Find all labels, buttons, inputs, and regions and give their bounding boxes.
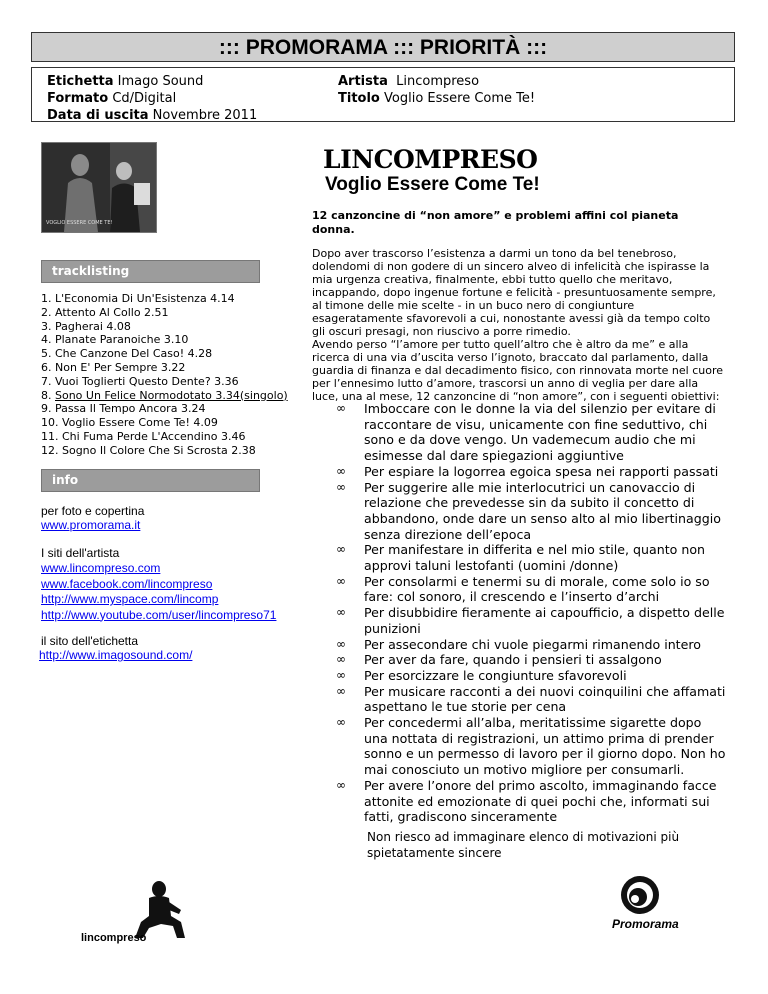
track-item xyxy=(41,389,288,403)
objective-item xyxy=(336,574,728,605)
objective-text: Per disubbidire fieramente ai capoufficio, a dispetto delle punizioni xyxy=(364,605,725,636)
track-item: 6. Non E' Per Sempre 3.22 xyxy=(41,360,186,374)
objective-item xyxy=(336,464,728,480)
info-heading: info xyxy=(41,469,260,492)
infinity-bullet-icon: ∞ xyxy=(336,667,346,682)
meta-format-key: Formato xyxy=(47,91,109,106)
objective-text: Per aver da fare, quando i pensieri ti assalgono xyxy=(364,652,662,668)
meta-artist xyxy=(338,73,535,90)
artist-links xyxy=(41,561,276,623)
release-description xyxy=(312,247,724,403)
promorama-logo-text: Promorama xyxy=(612,917,679,931)
objective-item xyxy=(336,637,728,653)
objective-text: Imboccare con le donne la via del silenzio per evitare di raccontare de visu, unicamente con fine seduttivo, chi sono e da dove vengo. Un vademecum audio che mi esimesse dal dare spiegazioni aggiuntive xyxy=(364,401,716,464)
objective-text: Per espiare la logorrea egoica spesa nei rapporti passati xyxy=(364,463,719,479)
track-item: 12. Sogno Il Colore Che Si Scrosta 2.38 xyxy=(41,443,256,457)
meta-label-value: Imago Sound xyxy=(117,74,204,89)
objective-text: Per manifestare in differita e nel mio stile, quanto non approvi taluni lestofanti (uomini /donne) xyxy=(364,542,706,574)
artist-logo-text: lincompreso xyxy=(81,932,147,944)
tracklist xyxy=(41,292,288,458)
meta-date-key: Data di uscita xyxy=(47,108,149,123)
objectives-list xyxy=(336,401,728,825)
objective-text: Per musicare racconti a dei nuovi coinquilini che affamati aspettano le tue storie per cena xyxy=(364,683,726,715)
closing-statement: Non riesco ad immaginare elenco di motivazioni più spietatamente sincere xyxy=(367,830,680,860)
album-cover-illustration xyxy=(42,143,156,232)
track-item: 2. Attento Al Collo 2.51 xyxy=(41,305,169,319)
description-paragraph-1: Dopo aver trascorso l’esistenza a darmi un tono da bel tenebroso, dolendomi di non godere di un sincero alveo di infelicità che ispirasse la mia urgenza creativa, finalmente, ebbi tutto quello che meritavo, incappando, dopo ingenue fortune e felicità - presuntuosamente sempre, al timone delle mie scelte - in un buco nero di congiunture esageratamente sfavorevoli a cui, nonostante avessi già da tempo colto gli oscuri presagi, non riuscivo a porre rimedio. xyxy=(312,247,716,338)
track-item: 9. Passa Il Tempo Ancora 3.24 xyxy=(41,402,206,416)
objective-text: Per consolarmi e tenermi su di morale, come solo io so fare: col sonoro, il crescendo e l’inserto d’archi xyxy=(364,573,710,605)
album-title: Voglio Essere Come Te! xyxy=(325,174,540,195)
track-number: 8. xyxy=(41,388,55,402)
label-site-label: il sito dell'etichetta xyxy=(41,634,139,648)
objective-item xyxy=(336,668,728,684)
meta-title-value: Voglio Essere Come Te! xyxy=(384,91,536,106)
meta-title xyxy=(338,90,535,107)
infinity-bullet-icon: ∞ xyxy=(336,715,346,730)
infinity-bullet-icon: ∞ xyxy=(336,777,346,792)
track-item: 7. Vuoi Toglierti Questo Dente? 3.36 xyxy=(41,374,239,388)
album-cover-caption: VOGLIO ESSERE COME TE! xyxy=(46,220,113,226)
facebook-link[interactable]: www.facebook.com/lincompreso xyxy=(41,576,213,591)
meta-left-column xyxy=(47,73,257,124)
objective-item xyxy=(336,401,728,464)
objective-item xyxy=(336,778,728,825)
infinity-bullet-icon: ∞ xyxy=(336,463,346,478)
objective-text: Per suggerire alle mie interlocutrici un canovaccio di relazione che prevedesse sin da subito il concetto di abbandono, onde dare un senso alto al mio libertinaggio senza direzione dell’epoca xyxy=(364,479,721,542)
objective-text: Per concedermi all’alba, meritatissime sigarette dopo una nottata di registrazioni, un attimo prima di prender sonno e un permesso di lavoro per il giorno dopo. Non ho mai conosciuto un motivo migliore per consumarli. xyxy=(364,715,726,778)
youtube-link[interactable]: http://www.youtube.com/user/lincompreso71 xyxy=(41,607,277,622)
label-site-link[interactable]: http://www.imagosound.com/ xyxy=(39,648,193,662)
album-cover-image xyxy=(41,142,157,233)
track-item: 1. L'Economia Di Un'Esistenza 4.14 xyxy=(41,292,235,305)
photo-label: per foto e copertina xyxy=(41,504,145,518)
release-intro: 12 canzoncine di “non amore” e problemi affini col pianeta donna. xyxy=(312,209,679,236)
infinity-bullet-icon: ∞ xyxy=(336,605,346,620)
objective-item xyxy=(336,605,728,636)
meta-date-value: Novembre 2011 xyxy=(152,108,258,123)
track-item: 4. Planate Paranoiche 3.10 xyxy=(41,333,189,347)
meta-artist-value: Lincompreso xyxy=(396,74,480,89)
meta-artist-key: Artista xyxy=(338,74,388,89)
meta-title-key: Titolo xyxy=(338,91,380,106)
infinity-bullet-icon: ∞ xyxy=(336,683,346,698)
track-8-single-link[interactable]: Sono Un Felice Normodotato 3.34(singolo) xyxy=(55,388,288,402)
artist-site-link[interactable]: www.lincompreso.com xyxy=(41,561,161,575)
meta-date xyxy=(47,107,257,124)
infinity-bullet-icon: ∞ xyxy=(336,479,346,494)
meta-label-key: Etichetta xyxy=(47,74,114,89)
track-item: 5. Che Canzone Del Caso! 4.28 xyxy=(41,347,213,361)
photo-link[interactable]: www.promorama.it xyxy=(41,518,141,532)
objective-text: Per esorcizzare le congiunture sfavorevoli xyxy=(364,667,627,683)
infinity-bullet-icon: ∞ xyxy=(336,636,346,651)
meta-format xyxy=(47,90,257,107)
track-item: 3. Pagherai 4.08 xyxy=(41,319,131,333)
infinity-bullet-icon: ∞ xyxy=(336,573,346,588)
track-item: 10. Voglio Essere Come Te! 4.09 xyxy=(41,416,218,430)
infinity-bullet-icon: ∞ xyxy=(336,542,346,557)
release-meta-box xyxy=(31,67,735,122)
infinity-bullet-icon: ∞ xyxy=(336,401,346,415)
objective-item xyxy=(336,715,728,778)
page-header: ::: PROMORAMA ::: PRIORITÀ ::: xyxy=(31,32,735,62)
meta-label xyxy=(47,73,257,90)
artist-sites-label: I siti dell'artista xyxy=(41,546,120,560)
objective-item xyxy=(336,542,728,573)
artist-title: LINCOMPRESO xyxy=(323,145,538,174)
objective-item xyxy=(336,684,728,715)
promorama-logo-icon xyxy=(610,874,670,916)
myspace-link[interactable]: http://www.myspace.com/lincomp xyxy=(41,592,219,606)
objective-text: Per assecondare chi vuole piegarmi rimanendo intero xyxy=(364,636,701,652)
objective-item xyxy=(336,652,728,668)
infinity-bullet-icon: ∞ xyxy=(336,652,346,667)
objective-item xyxy=(336,480,728,543)
description-paragraph-2: Avendo perso “l’amore per tutto quell’altro che è altro da me” e alla ricerca di una via d’uscita verso l’ignoto, braccato dal parlamento, dalla guardia di finanza e dal decadimento fisico, con rinnovata morte nel cuore per l’ennesimo lutto d’amore, trascorsi un anno di veglia per dare alla luce, una al mese, 12 canzoncine di “non amore”, con i seguenti obiettivi: xyxy=(312,338,723,403)
tracklist-heading: tracklisting xyxy=(41,260,260,283)
meta-format-value: Cd/Digital xyxy=(112,91,177,106)
objective-text: Per avere l’onore del primo ascolto, immaginando facce attonite ed emozionate di quei pochi che, informati sui fatti, gradiscono sinceramente xyxy=(364,777,717,825)
track-item: 11. Chi Fuma Perde L'Accendino 3.46 xyxy=(41,429,246,443)
meta-right-column xyxy=(338,73,535,107)
